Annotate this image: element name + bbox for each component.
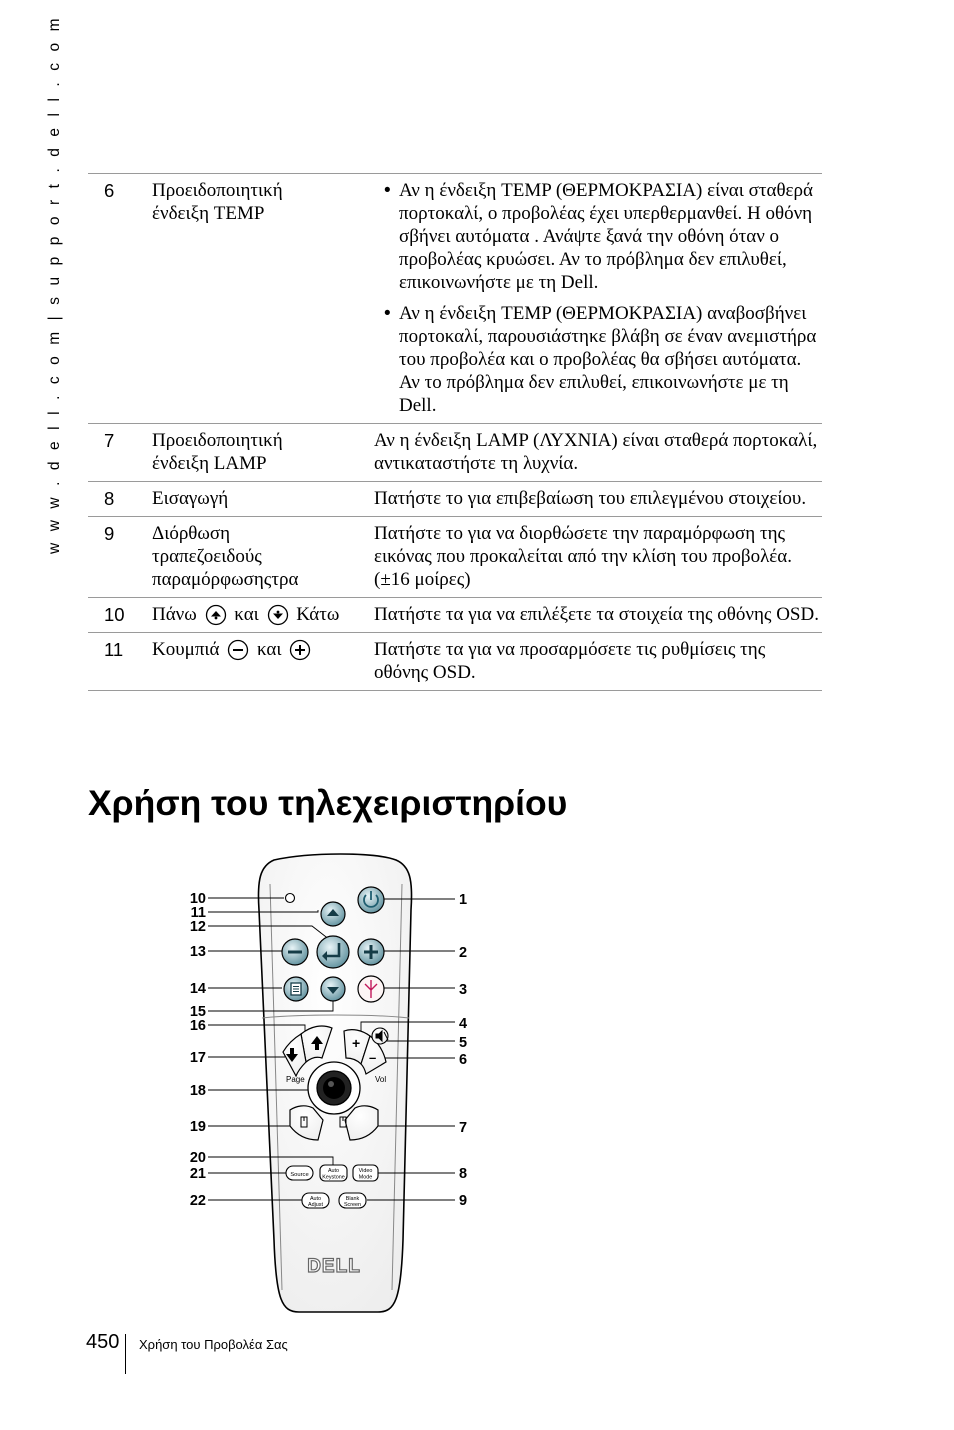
dell-logo: DELL [307, 1256, 361, 1277]
name-line: ένδειξη LAMP [152, 453, 267, 474]
name-word: Κάτω [296, 604, 340, 625]
callout-number: 5 [459, 1035, 468, 1051]
footer-chapter-title: Χρήση του Προβολέα Σας [139, 1337, 288, 1352]
name-line: παραμόρφωσηςτρα [152, 569, 299, 590]
bullet-item: • Αν η ένδειξη TEMP (ΘΕΡΜΟΚΡΑΣΙΑ) αναβοσβήνει πορτοκαλί, παρουσιάστηκε βλάβη σε έναν ανεμιστήρα του προβολέα και ο προβολέας θα σβήσει αυτόματα. Αν το πρόβλημα δεν επιλυθεί, επικοινωνήστε με τη Dell. [374, 302, 822, 417]
name-word: Κουμπιά [152, 639, 220, 660]
callout-number: 15 [189, 1004, 206, 1020]
callout-number: 18 [189, 1083, 206, 1099]
callout-number: 22 [189, 1193, 206, 1209]
bullet-item: • Αν η ένδειξη TEMP (ΘΕΡΜΟΚΡΑΣΙΑ) είναι σταθερά πορτοκαλί, ο προβολέας έχει υπερθερμανθεί. Η οθόνη σβήνει αυτόματα . Ανάψτε ξανά την οθόνη όταν ο προβολέας κρυώσει. Αν το πρόβλημα δεν επιλυθεί, επικοινωνήστε με τη Dell. [374, 179, 822, 294]
source-button[interactable] [286, 1166, 313, 1180]
name-line: Διόρθωση [152, 523, 231, 544]
row-number: 6 [88, 174, 152, 424]
power-button[interactable] [358, 887, 384, 913]
name-word: και [256, 639, 282, 660]
row-description: Πατήστε τα για να προσαρμόσετε τις ρυθμίσεις της οθόνης OSD. [374, 633, 822, 691]
name-word: και [234, 604, 259, 625]
callout-number: 7 [459, 1120, 468, 1136]
row-number: 7 [88, 424, 152, 482]
name-line: Προειδοποιητική [152, 430, 283, 451]
name-line: Εισαγωγή [152, 488, 229, 509]
source-label: Source [290, 1172, 309, 1178]
row-number: 9 [88, 517, 152, 598]
auto-keystone-label-line1: Auto [327, 1168, 340, 1174]
plus-sign: + [352, 1035, 361, 1051]
vol-label: Vol [375, 1075, 387, 1084]
callout-number: 3 [459, 982, 468, 998]
auto-keystone-label-line2: Keystone [322, 1174, 345, 1181]
blank-screen-label-line1: Blank [345, 1196, 360, 1202]
minus-sign: – [369, 1050, 377, 1065]
callout-number: 13 [189, 944, 206, 960]
callout-number: 12 [189, 919, 206, 935]
callout-number: 4 [459, 1016, 468, 1032]
minus-button[interactable] [282, 939, 308, 965]
row-description: Πατήστε το για επιβεβαίωση του επιλεγμένου στοιχείου. [374, 482, 822, 517]
callout-number: 11 [190, 905, 206, 921]
video-mode-label-line1: Video [358, 1168, 373, 1174]
callout-number: 21 [189, 1166, 206, 1182]
auto-adjust-label-line2: Adjust [308, 1202, 323, 1208]
callout-number: 14 [189, 981, 206, 997]
callout-number: 20 [189, 1150, 206, 1166]
enter-button[interactable] [317, 936, 349, 968]
footer-divider [125, 1334, 126, 1374]
callout-number: 17 [189, 1050, 206, 1066]
mute-button[interactable] [372, 1028, 388, 1044]
callout-number: 2 [459, 945, 468, 961]
page-label: Page [286, 1075, 305, 1084]
callout-number: 8 [459, 1166, 468, 1182]
blank-screen-label-line2: Screen [343, 1202, 362, 1208]
side-url: w w w . d e l l . c o m | s u p p o r t . d e l l . c o m [46, 14, 63, 554]
name-line: τραπεζοειδούς [152, 546, 262, 567]
minus-icon [288, 951, 302, 954]
auto-adjust-label-line1: Auto [309, 1196, 322, 1202]
section-title: Χρήση του τηλεχειριστηρίου [88, 783, 568, 823]
menu-button[interactable] [284, 977, 308, 1001]
row-number: 10 [88, 598, 152, 633]
callout-number: 6 [459, 1052, 468, 1068]
row-description: Πατήστε το για να διορθώσετε την παραμόρφωση της εικόνας που προκαλείται από την κλίση του προβολέα. (±16 μοίρες) [374, 517, 822, 598]
name-line: Προειδοποιητική [152, 180, 283, 201]
callout-number: 1 [459, 892, 468, 908]
row-description: Πατήστε τα για να επιλέξετε τα στοιχεία της οθόνης OSD. [374, 598, 822, 633]
callout-number: 10 [189, 891, 206, 907]
page-number: 450 [86, 1331, 120, 1353]
auto-keystone-button[interactable] [320, 1165, 347, 1181]
mouse-pad[interactable] [308, 1062, 360, 1114]
video-mode-button[interactable] [353, 1165, 378, 1181]
callout-number: 9 [459, 1193, 468, 1209]
row-description: Αν η ένδειξη LAMP (ΛΥΧΝΙΑ) είναι σταθερά πορτοκαλί, αντικαταστήστε τη λυχνία. [374, 424, 822, 482]
callout-number: 19 [189, 1119, 206, 1135]
callout-number: 16 [189, 1018, 206, 1034]
laser-button[interactable] [358, 976, 384, 1002]
plus-button[interactable] [358, 939, 384, 965]
blank-screen-button[interactable] [339, 1193, 366, 1208]
row-number: 11 [88, 633, 152, 691]
name-line: ένδειξη TEMP [152, 203, 265, 224]
up-button[interactable] [321, 902, 345, 926]
video-mode-label-line2: Mode [358, 1174, 373, 1181]
ir-led-indicator [286, 894, 295, 903]
row-number: 8 [88, 482, 152, 517]
name-word: Πάνω [152, 604, 197, 625]
auto-adjust-button[interactable] [302, 1193, 329, 1208]
down-button[interactable] [321, 977, 345, 1001]
